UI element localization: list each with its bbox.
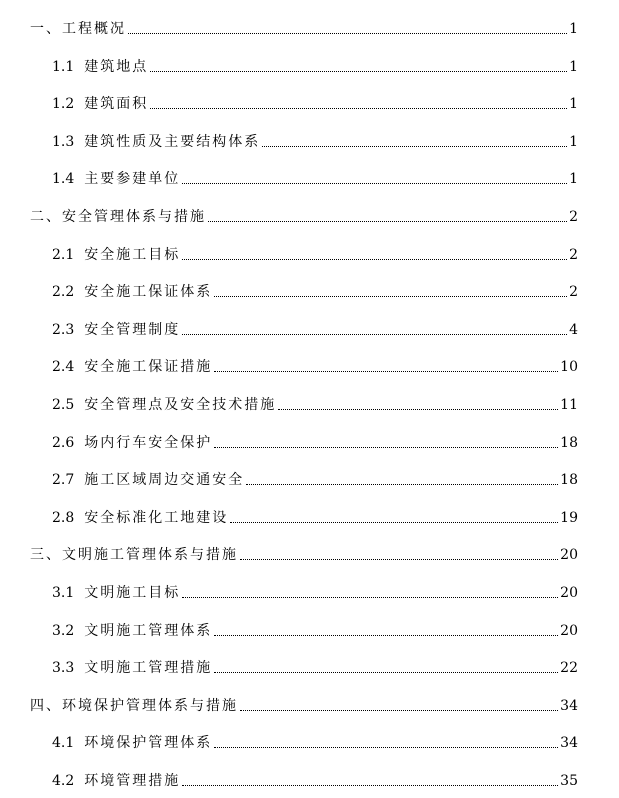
- toc-entry[interactable]: [0, 432, 619, 452]
- toc-entry-title: [30, 208, 206, 226]
- toc-entry-number: 1.2: [52, 96, 75, 113]
- toc-entry-title: [52, 170, 180, 188]
- toc-leader-dots: [214, 635, 558, 636]
- toc-entry-number: 2.3: [52, 321, 75, 338]
- toc-entry[interactable]: [0, 356, 619, 376]
- toc-entry-label: 施工区域周边交通安全: [84, 472, 245, 489]
- toc-entry-number: 2.4: [52, 359, 75, 376]
- toc-entry-number: 1.3: [52, 133, 75, 150]
- toc-entry[interactable]: [0, 507, 619, 527]
- toc-leader-dots: [150, 108, 567, 109]
- toc-leader-dots: [182, 785, 558, 786]
- toc-leader-dots: [214, 371, 558, 372]
- toc-leader-dots: [128, 33, 567, 34]
- toc-entry-title: [52, 321, 180, 339]
- toc-page-number: 10: [560, 359, 578, 376]
- toc-entry-number: 2.1: [52, 246, 75, 263]
- toc-leader-dots: [230, 522, 558, 523]
- toc-entry[interactable]: [0, 131, 619, 151]
- toc-entry-title: [30, 697, 238, 715]
- toc-page-number: 18: [560, 434, 578, 451]
- toc-page-number: 1: [569, 96, 578, 113]
- toc-entry-label: 文明施工管理措施: [84, 660, 213, 677]
- toc-leader-dots: [182, 597, 558, 598]
- toc-entry[interactable]: [0, 469, 619, 489]
- toc-page-number: 11: [560, 397, 578, 413]
- toc-page-number: 1: [569, 171, 578, 188]
- toc-entry-number: 1.4: [52, 171, 75, 188]
- toc-page-number: 19: [560, 509, 578, 526]
- toc-page-number: 2: [569, 284, 578, 301]
- toc-leader-dots: [246, 484, 558, 485]
- toc-leader-dots: [150, 71, 567, 72]
- toc-entry-title: [52, 434, 212, 452]
- toc-entry-label: 安全施工保证体系: [84, 284, 213, 301]
- toc-page-number: 22: [560, 660, 578, 677]
- toc-entry-label: 主要参建单位: [84, 171, 181, 188]
- toc-entry-title: [52, 734, 212, 752]
- toc-entry-number: 4.2: [52, 773, 75, 789]
- toc-page-number: 34: [560, 697, 578, 714]
- toc-leader-dots: [214, 672, 558, 673]
- toc-page-number: 18: [560, 472, 578, 489]
- toc-leader-dots: [240, 710, 558, 711]
- toc-page-number: 34: [560, 735, 578, 752]
- toc-leader-dots: [182, 259, 567, 260]
- toc-entry-title: [52, 396, 276, 414]
- toc-entry[interactable]: [0, 281, 619, 301]
- toc-leader-dots: [214, 447, 558, 448]
- toc-page-number: 2: [569, 209, 578, 225]
- toc-entry-label: 场内行车安全保护: [84, 434, 213, 451]
- toc-entry-label: 建筑面积: [84, 96, 149, 113]
- toc-entry-title: [52, 772, 180, 790]
- toc-page-number: 20: [560, 585, 578, 601]
- toc-entry-number: 2.2: [52, 284, 75, 301]
- toc-entry[interactable]: [0, 770, 619, 790]
- toc-page-number: 4: [569, 321, 578, 338]
- toc-entry-label: 环境保护管理体系: [84, 735, 213, 752]
- toc-leader-dots: [214, 747, 558, 748]
- toc-entry-label: 文明施工管理体系: [84, 622, 213, 639]
- toc-entry[interactable]: [0, 93, 619, 113]
- toc-entry-title: [52, 58, 148, 76]
- toc-entry-label: 二、安全管理体系与措施: [30, 209, 206, 225]
- toc-entry-title: [52, 133, 260, 151]
- toc-page-number: 35: [560, 773, 578, 789]
- toc-entry-title: [52, 659, 212, 677]
- toc-entry-title: [52, 471, 244, 489]
- toc-entry-label: 安全管理点及安全技术措施: [84, 397, 277, 413]
- toc-entry[interactable]: [0, 657, 619, 677]
- toc-entry-title: [52, 95, 148, 113]
- toc-leader-dots: [182, 183, 567, 184]
- toc-entry-number: 2.7: [52, 472, 75, 489]
- toc-entry[interactable]: [0, 582, 619, 602]
- toc-entry-number: 2.8: [52, 509, 75, 526]
- toc-entry[interactable]: [0, 695, 619, 715]
- toc-page-number: 20: [560, 622, 578, 639]
- toc-entry-number: 1.1: [52, 58, 75, 75]
- toc-leader-dots: [214, 296, 567, 297]
- toc-entry[interactable]: [0, 394, 619, 414]
- toc-leader-dots: [278, 409, 558, 410]
- toc-leader-dots: [262, 146, 567, 147]
- toc-entry-title: [52, 509, 228, 527]
- toc-leader-dots: [208, 221, 567, 222]
- toc-entry-number: 2.6: [52, 434, 75, 451]
- toc-entry-label: 安全施工目标: [84, 246, 181, 263]
- toc-entry-label: 四、环境保护管理体系与措施: [30, 697, 238, 714]
- toc-entry-label: 建筑地点: [84, 58, 149, 75]
- toc-page-number: 1: [569, 58, 578, 75]
- toc-entry-title: [30, 20, 126, 38]
- toc-entry-label: 一、工程概况: [30, 21, 126, 37]
- toc-entry[interactable]: [0, 206, 619, 226]
- toc-entry[interactable]: [0, 56, 619, 76]
- toc-entry-title: [52, 584, 180, 602]
- toc-entry-label: 安全管理制度: [84, 321, 181, 338]
- toc-entry-number: 4.1: [52, 735, 75, 752]
- toc-entry-title: [52, 283, 212, 301]
- toc-entry[interactable]: [0, 620, 619, 640]
- toc-entry-label: 安全施工保证措施: [84, 359, 213, 376]
- toc-entry[interactable]: [0, 18, 619, 38]
- toc-entry-label: 建筑性质及主要结构体系: [84, 133, 261, 150]
- toc-entry-number: 2.5: [52, 397, 75, 413]
- toc-entry-title: [52, 358, 212, 376]
- toc-page-number: 1: [569, 21, 578, 37]
- toc-entry[interactable]: [0, 544, 619, 564]
- toc-entry[interactable]: [0, 244, 619, 264]
- toc-entry-label: 文明施工目标: [84, 585, 181, 601]
- toc-entry-label: 三、文明施工管理体系与措施: [30, 547, 238, 564]
- toc-entry-label: 安全标准化工地建设: [84, 509, 229, 526]
- toc-leader-dots: [240, 559, 558, 560]
- toc-entry-title: [52, 246, 180, 264]
- toc-leader-dots: [182, 334, 567, 335]
- toc-entry-title: [52, 622, 212, 640]
- toc-page-number: 20: [560, 547, 578, 564]
- toc-entry-number: 3.3: [52, 660, 75, 677]
- toc-entry[interactable]: [0, 732, 619, 752]
- toc-page-number: 1: [569, 133, 578, 150]
- toc-entry[interactable]: [0, 319, 619, 339]
- toc-entry[interactable]: [0, 168, 619, 188]
- toc-entry-title: [30, 546, 238, 564]
- toc-entry-number: 3.1: [52, 585, 75, 601]
- toc-entry-number: 3.2: [52, 622, 75, 639]
- toc-page-number: 2: [569, 246, 578, 263]
- toc-entry-label: 环境管理措施: [84, 773, 181, 789]
